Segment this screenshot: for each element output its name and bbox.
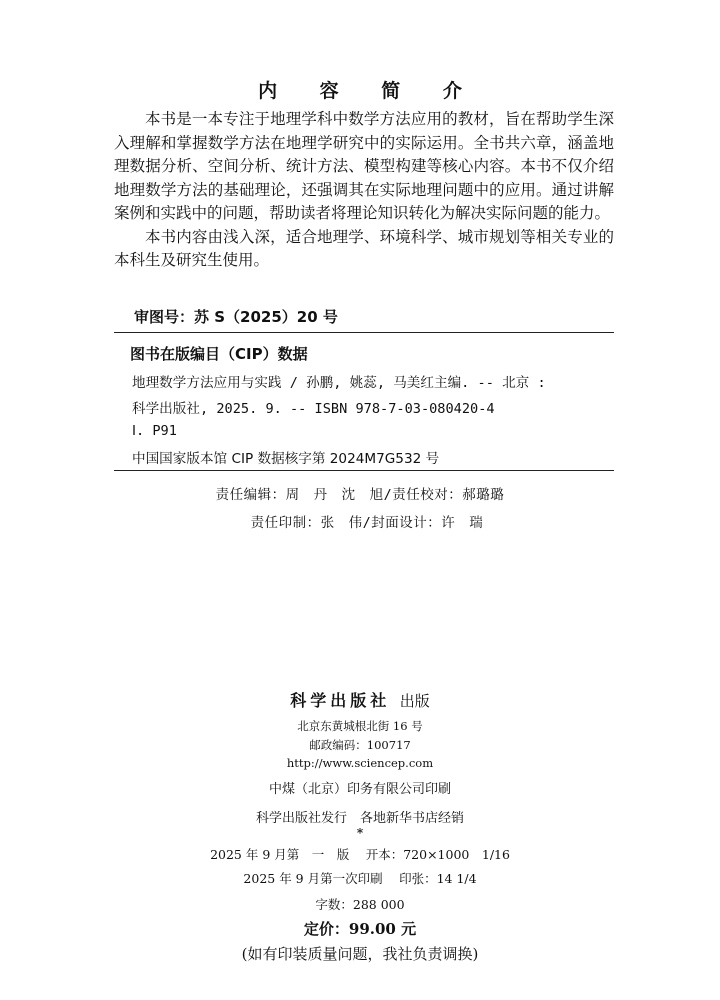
editor-credits: 责任编辑：周 丹 沈 旭/责任校对：郝璐璐 — [215, 487, 505, 503]
edition-line: 2025 年 9 月第 一 版 开本：720×1000 1/16 — [210, 847, 510, 862]
production-credits: 责任印制：张 伟/封面设计：许 瑞 — [250, 515, 484, 531]
postcode: 邮政编码：100717 — [309, 738, 411, 752]
cip-classification: Ⅰ. P91 — [132, 423, 177, 439]
cip-approval-number: 中国国家版本馆 CIP 数据核字第 2024M7G532 号 — [132, 451, 440, 467]
separator-star: * — [356, 826, 364, 840]
printer: 中煤（北京）印务有限公司印刷 — [268, 782, 451, 797]
publisher-address: 北京东黄城根北街 16 号 — [297, 719, 423, 733]
intro-title: 内 容 简 介 — [258, 80, 480, 102]
publisher-suffix: 出版 — [399, 692, 430, 710]
distribution: 科学出版社发行 各地新华书店经销 — [255, 811, 464, 826]
intro-paragraph-1: 本书是一本专注于地理学科中数学方法应用的教材，旨在帮助学生深入理解和掌握数学方法在地理学研究中的实际运用。全书共六章，涵盖地理数据分析、空间分析、统计方法、模型构建等核心内容。本书不仅介绍地理数学方法的基础理论，还强调其在实际地理问题中的应用。通过讲解案例和实践中的问题，帮助读者将理论知识转化为解决实际问题的能力。 — [114, 110, 614, 222]
publisher-name: 科学出版社 — [290, 691, 391, 710]
map-review-number: 审图号：苏 S（2025）20 号 — [134, 308, 338, 326]
price: 定价：99.00 元 — [303, 920, 417, 938]
cip-title: 图书在版编目（CIP）数据 — [130, 345, 308, 363]
imprint-block — [0, 688, 720, 964]
cip-data-block — [114, 332, 614, 471]
quality-notice: (如有印装质量问题，我社负责调换) — [241, 945, 479, 963]
website: http://www.sciencep.com — [286, 756, 434, 770]
cip-line-2: 科学出版社, 2025. 9. -- ISBN 978-7-03-080420-4 — [132, 401, 495, 417]
printing-line: 2025 年 9 月第一次印刷 印张：14 1/4 — [243, 871, 477, 886]
intro-paragraph-2: 本书内容由浅入深，适合地理学、环境科学、城市规划等相关专业的本科生及研究生使用。 — [114, 227, 614, 269]
intro-text — [114, 108, 614, 273]
publisher-line — [0, 688, 720, 711]
cip-line-1: 地理数学方法应用与实践 / 孙鹏, 姚蕊, 马美红主编. -- 北京 : — [132, 375, 546, 391]
word-count: 字数：288 000 — [315, 897, 405, 912]
